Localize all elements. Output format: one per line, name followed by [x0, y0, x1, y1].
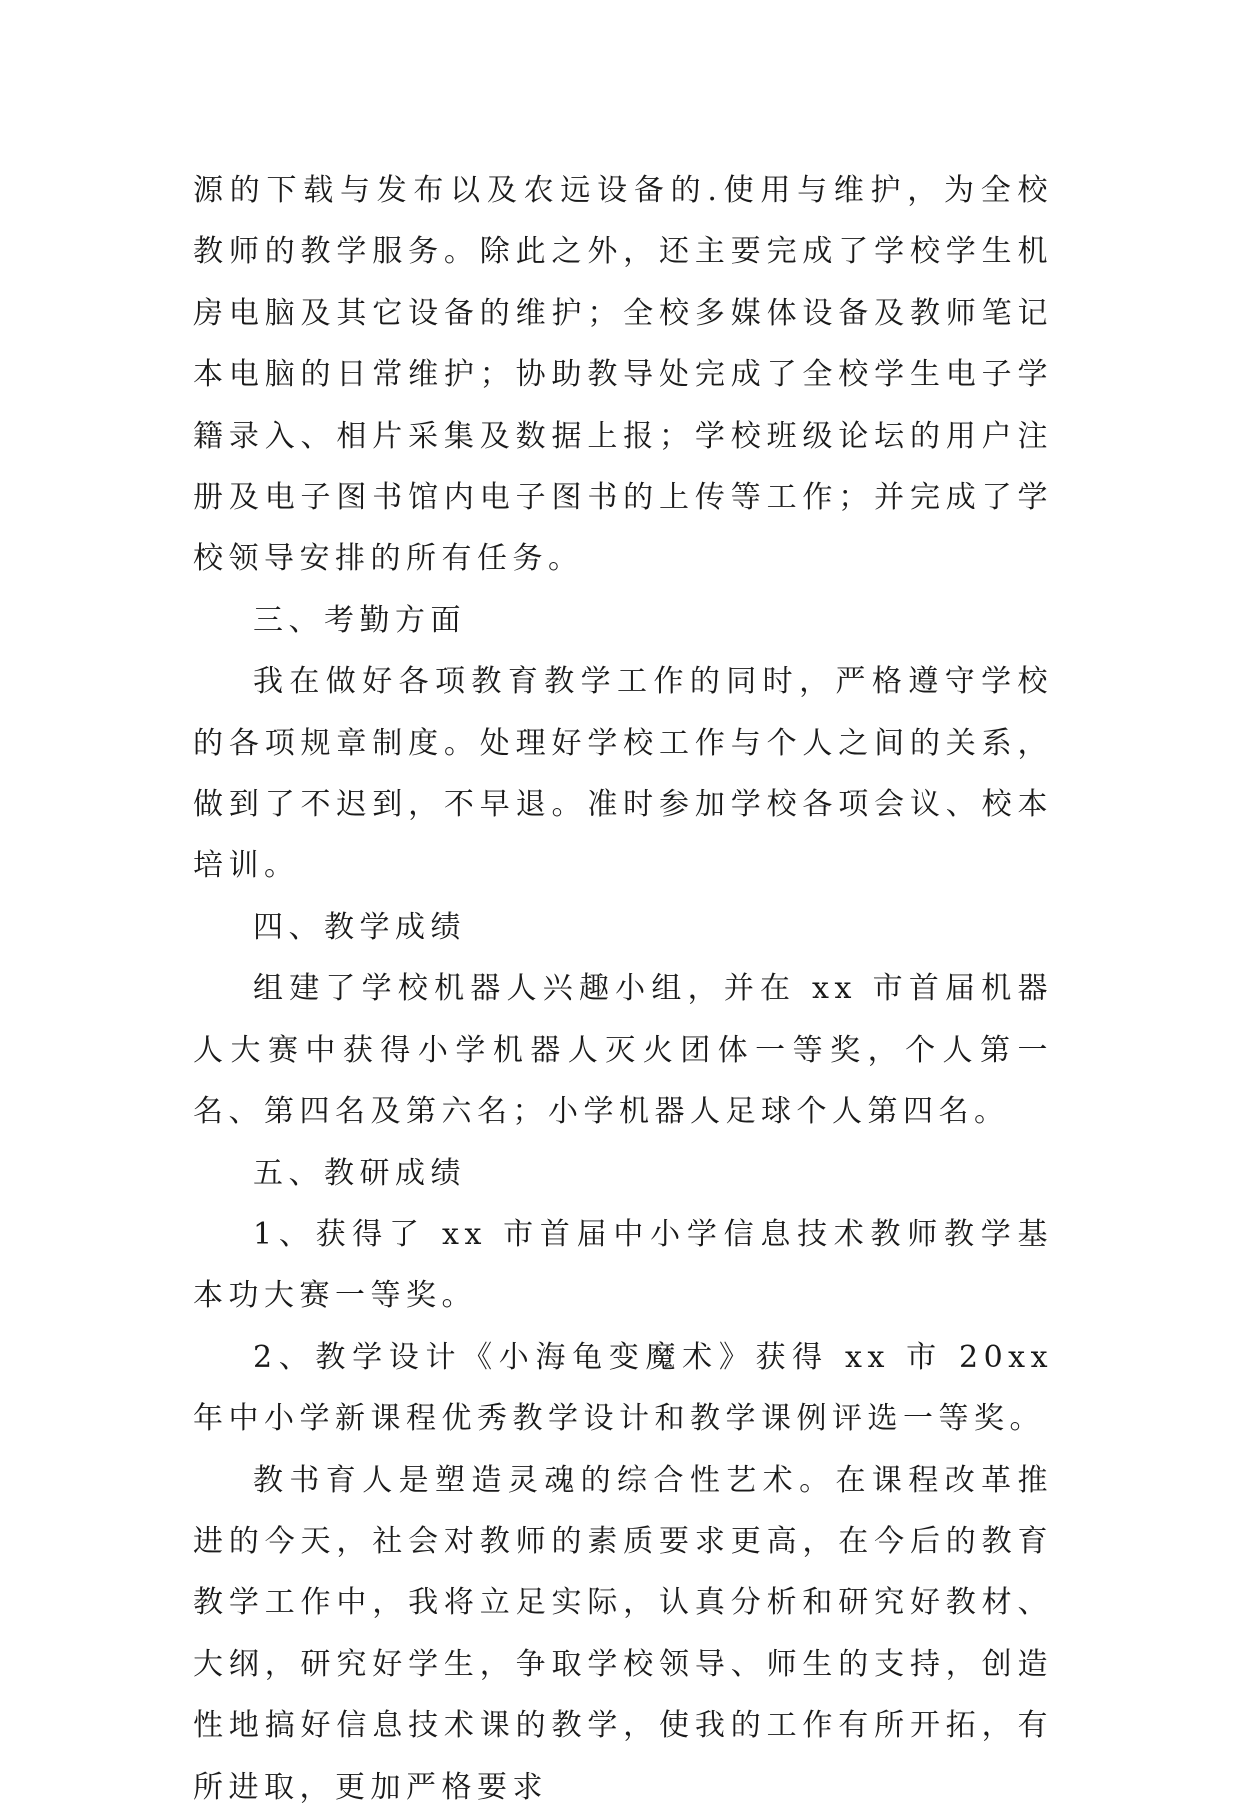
paragraph-equipment-maintenance: 源的下载与发布以及农远设备的.使用与维护，为全校教师的教学服务。除此之外，还主要完成了学校学生机房电脑及其它设备的维护；全校多媒体设备及教师笔记本电脑的日常维护；协助教导处完成了全校学生电子学籍录入、相片采集及数据上报；学校班级论坛的用户注册及电子图书馆内电子图书的上传等工作；并完成了学校领导安排的所有任务。: [193, 173, 1053, 577]
paragraph-attendance: 我在做好各项教育教学工作的同时，严格遵守学校的各项规章制度。处理好学校工作与个人之间的关系，做到了不迟到，不早退。准时参加学校各项会议、校本培训。: [193, 664, 1053, 884]
paragraph-research-item-2: 2、教学设计《小海龟变魔术》获得 xx 市 20xx 年中小学新课程优秀教学设计和教学课例评选一等奖。: [193, 1339, 1053, 1437]
heading-attendance: 三、考勤方面: [253, 602, 466, 638]
heading-teaching-results: 四、教学成绩: [253, 909, 466, 945]
paragraph-research-item-1: 1、获得了 xx 市首届中小学信息技术教师教学基本功大赛一等奖。: [193, 1216, 1053, 1314]
heading-research-results: 五、教研成绩: [253, 1155, 466, 1191]
document-body: [193, 160, 1053, 1818]
paragraph-teaching-results: 组建了学校机器人兴趣小组，并在 xx 市首届机器人大赛中获得小学机器人灭火团体一等奖，个人第一名、第四名及第六名；小学机器人足球个人第四名。: [193, 971, 1053, 1130]
paragraph-conclusion: 教书育人是塑造灵魂的综合性艺术。在课程改革推进的今天，社会对教师的素质要求更高，在今后的教育教学工作中，我将立足实际，认真分析和研究好教材、大纲，研究好学生，争取学校领导、师生的支持，创造性地搞好信息技术课的教学，使我的工作有所开拓，有所进取，更加严格要求: [193, 1462, 1053, 1805]
